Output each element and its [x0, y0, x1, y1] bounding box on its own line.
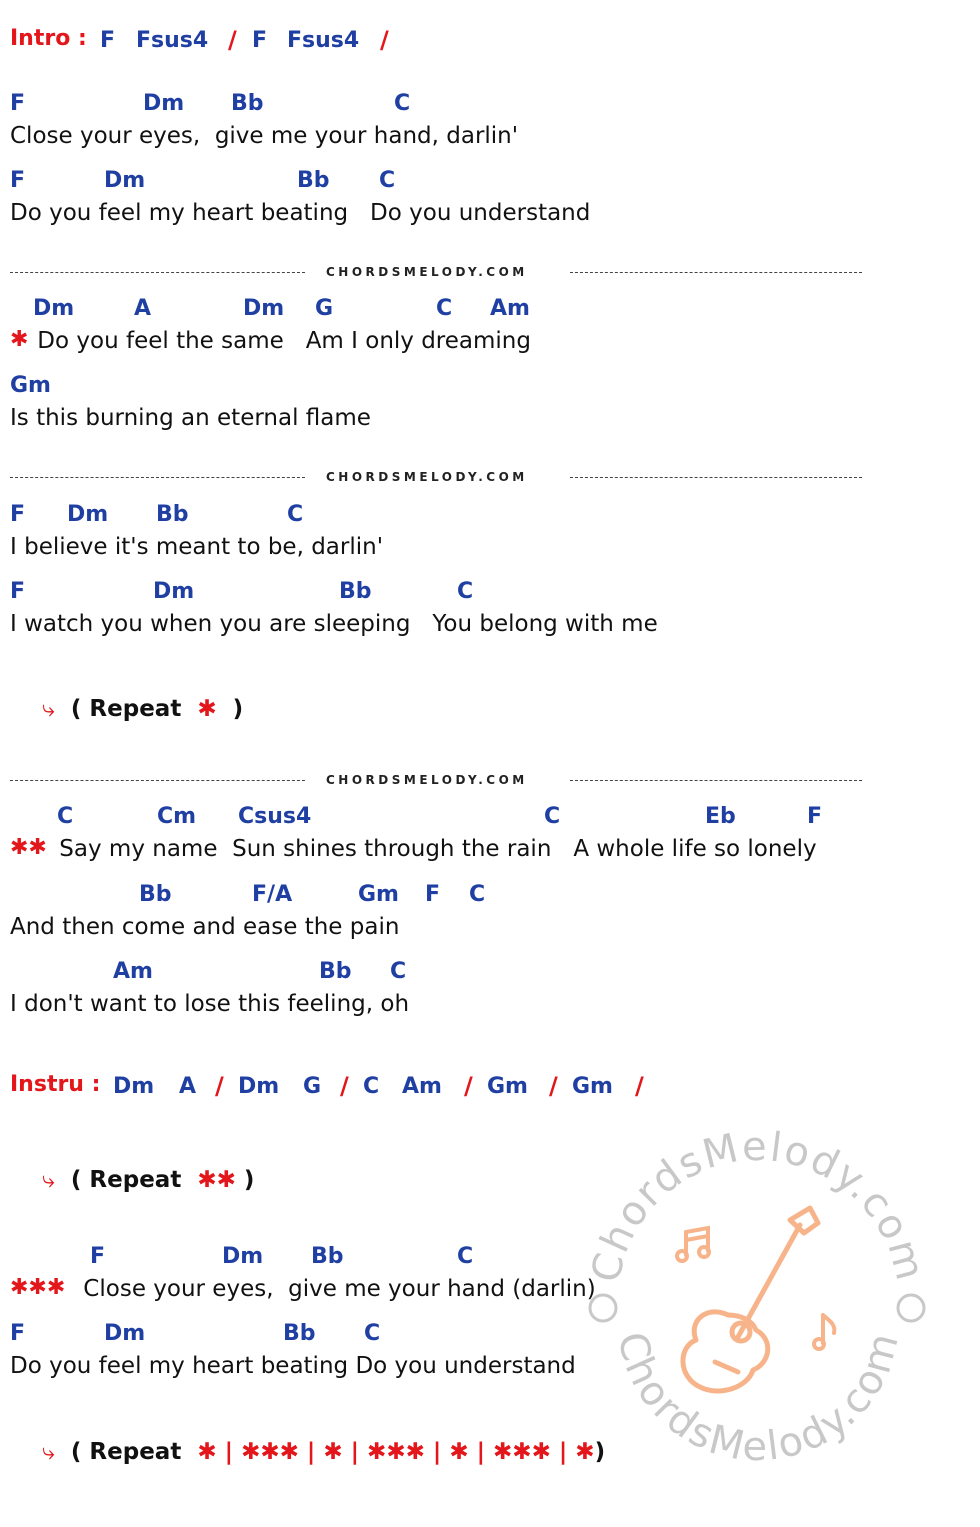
chord: Dm [153, 579, 195, 604]
bar-separator: / [380, 26, 389, 54]
repeat-mark: ✱ [575, 1439, 595, 1465]
lyric-line: Do you feel my heart beating Do you understand [10, 1353, 576, 1379]
music-note-icon [677, 1228, 709, 1261]
chord: F/A [252, 882, 293, 907]
chord: A [134, 296, 152, 321]
instru-chord: Am [402, 1074, 442, 1099]
chord: C [394, 91, 411, 116]
repeat-instruction [42, 696, 243, 722]
chord: C [544, 804, 561, 829]
chord: Dm [104, 168, 146, 193]
bar-separator: | [558, 1439, 568, 1465]
chord: Dm [33, 296, 75, 321]
separator-dash [10, 477, 305, 478]
chord: Dm [67, 502, 109, 527]
separator-dash [10, 272, 305, 273]
instru-chord: Gm [487, 1074, 528, 1099]
chord: Bb [297, 168, 330, 193]
repeat-instruction [42, 1439, 605, 1465]
chord: Bb [139, 882, 172, 907]
separator-dash [10, 780, 305, 781]
chord: Bb [339, 579, 372, 604]
chordsmelody-watermark [578, 1125, 938, 1495]
repeat-instruction [42, 1167, 254, 1193]
chord: F [90, 1244, 106, 1269]
chord: Csus4 [238, 804, 312, 829]
instru-chord: Dm [113, 1074, 155, 1099]
intro-chord: Fsus4 [136, 28, 209, 53]
chord: Bb [319, 959, 352, 984]
return-arrow-icon: ⤷ [42, 1439, 55, 1465]
instru-chord: A [179, 1074, 197, 1099]
bar-separator: / [549, 1072, 558, 1100]
return-arrow-icon: ⤷ [42, 1167, 55, 1193]
music-note-icon [814, 1315, 834, 1349]
chord: Dm [222, 1244, 264, 1269]
repeat-mark: ✱✱ [197, 1167, 236, 1193]
chord: F [10, 1321, 26, 1346]
chord: C [390, 959, 407, 984]
chorus-marker: ✱ [10, 327, 29, 352]
instru-chord: Dm [238, 1074, 280, 1099]
chord: C [364, 1321, 381, 1346]
watermark-text-top: ChordsMelody.com [582, 1125, 934, 1287]
chord: C [436, 296, 453, 321]
repeat-close: ) [243, 1167, 255, 1193]
lyric-line: I watch you when you are sleeping You belong with me [10, 611, 658, 637]
intro-chord: F [252, 28, 268, 53]
bar-separator: | [306, 1439, 316, 1465]
bar-separator: | [350, 1439, 360, 1465]
bar-separator: / [464, 1072, 473, 1100]
chord: Gm [358, 882, 399, 907]
chord: Dm [104, 1321, 146, 1346]
lyric-line: Close your eyes, give me your hand (darlin) [76, 1276, 596, 1302]
bar-separator: | [224, 1439, 234, 1465]
separator-text: CHORDSMELODY.COM [326, 773, 528, 787]
lyric-line: Do you feel my heart beating Do you understand [10, 200, 591, 226]
chord: Cm [157, 804, 197, 829]
bar-separator: | [432, 1439, 442, 1465]
repeat-open: ( Repeat [70, 1167, 182, 1193]
intro-label: Intro : [10, 26, 87, 51]
repeat-open: ( Repeat [70, 1439, 182, 1465]
lyric-line: I believe it's meant to be, darlin' [10, 534, 384, 560]
chord: Bb [231, 91, 264, 116]
instru-chord: G [303, 1074, 322, 1099]
repeat-mark: ✱ [197, 1439, 217, 1465]
separator-dash [570, 477, 862, 478]
instru-chord: Gm [572, 1074, 613, 1099]
lyric-line: Is this burning an eternal flame [10, 405, 371, 431]
lyric-line: And then come and ease the pain [10, 914, 400, 940]
chord: Bb [283, 1321, 316, 1346]
chord: F [10, 91, 26, 116]
chord: Dm [143, 91, 185, 116]
intro-chord: Fsus4 [287, 28, 360, 53]
bar-separator: / [340, 1072, 349, 1100]
chord: Am [113, 959, 153, 984]
intro-chord: F [100, 28, 116, 53]
chord: F [10, 168, 26, 193]
chord: C [57, 804, 74, 829]
lyric-line: I don't want to lose this feeling, oh [10, 991, 410, 1017]
separator-dash [570, 780, 862, 781]
chord: Eb [705, 804, 736, 829]
repeat-close: ) [594, 1439, 606, 1465]
chord: C [379, 168, 396, 193]
chord: C [469, 882, 486, 907]
repeat-mark: ✱✱✱ [367, 1439, 425, 1465]
chord: C [457, 1244, 474, 1269]
bridge-marker: ✱✱ [10, 835, 47, 860]
repeat-open: ( Repeat [70, 696, 182, 722]
chord: F [807, 804, 823, 829]
chord: C [287, 502, 304, 527]
repeat-mark: ✱ [323, 1439, 343, 1465]
instru-chord: C [363, 1074, 380, 1099]
verse3-marker: ✱✱✱ [10, 1275, 66, 1300]
chord: Gm [10, 373, 51, 398]
repeat-mark: ✱ [197, 696, 217, 722]
bar-separator: / [215, 1072, 224, 1100]
repeat-mark: ✱✱✱ [241, 1439, 299, 1465]
bar-separator: / [635, 1072, 644, 1100]
chord: Bb [311, 1244, 344, 1269]
repeat-mark: ✱ [449, 1439, 469, 1465]
chord: C [457, 579, 474, 604]
chord: F [10, 579, 26, 604]
repeat-close: ) [232, 696, 244, 722]
lyric-line: Say my name Sun shines through the rain A whole life so lonely [52, 836, 817, 862]
repeat-mark: ✱✱✱ [493, 1439, 551, 1465]
chord: Dm [243, 296, 285, 321]
chord: Bb [156, 502, 189, 527]
chord: F [10, 502, 26, 527]
chord: Am [490, 296, 530, 321]
separator-text: CHORDSMELODY.COM [326, 470, 528, 484]
separator-text: CHORDSMELODY.COM [326, 265, 528, 279]
lyric-line: Close your eyes, give me your hand, darlin' [10, 123, 519, 149]
separator-dash [570, 272, 862, 273]
watermark-dot-icon [898, 1295, 924, 1321]
return-arrow-icon: ⤷ [42, 696, 55, 722]
bar-separator: | [476, 1439, 486, 1465]
lyric-line: Do you feel the same Am I only dreaming [30, 328, 531, 354]
instru-label: Instru : [10, 1072, 101, 1097]
chord: F [425, 882, 441, 907]
bar-separator: / [228, 26, 237, 54]
watermark-text-bottom: ChordsMelody.com [608, 1326, 909, 1471]
chord: G [315, 296, 334, 321]
